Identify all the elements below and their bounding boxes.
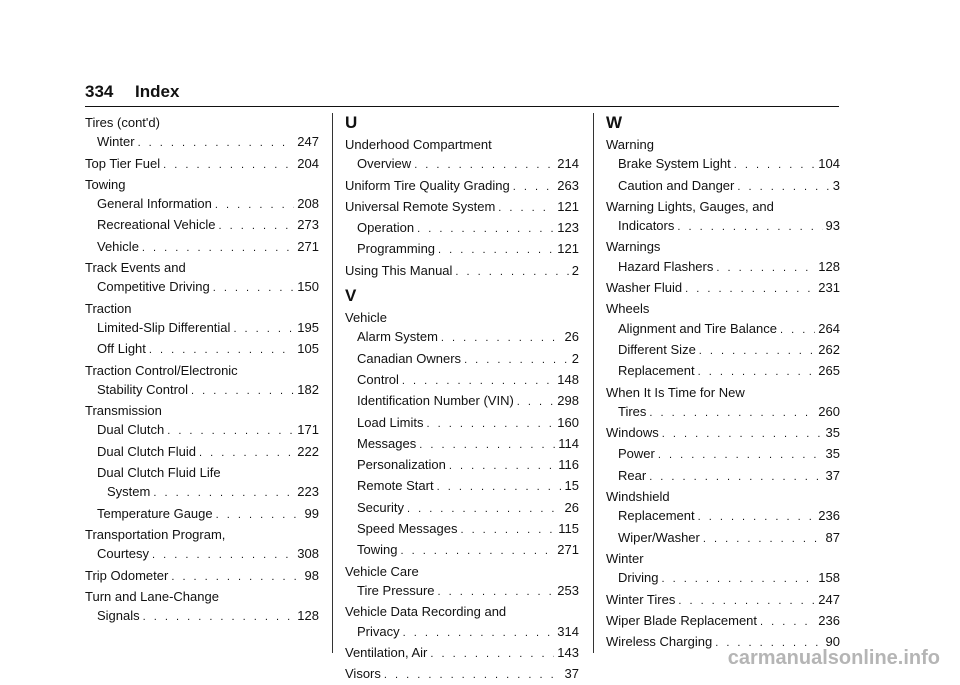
page-reference: 262 xyxy=(818,341,840,357)
entry-label: Using This Manual xyxy=(345,262,453,278)
entry-label: Transportation Program, xyxy=(85,526,226,542)
page-reference: 298 xyxy=(557,393,579,409)
entry-label: Replacement xyxy=(618,363,695,379)
page-reference: 26 xyxy=(564,499,579,515)
dot-leader xyxy=(233,320,294,339)
index-subentry xyxy=(606,257,840,278)
index-entry xyxy=(85,154,319,175)
entry-label: Warning xyxy=(606,137,654,152)
dot-leader xyxy=(517,393,555,412)
index-subentry xyxy=(345,239,579,260)
page-reference: 128 xyxy=(818,258,840,274)
dot-leader xyxy=(153,484,294,503)
dot-leader xyxy=(384,666,562,685)
entry-label: Rear xyxy=(618,467,647,483)
entry-label: Towing xyxy=(357,542,398,558)
entry-label: Transmission xyxy=(85,403,162,419)
page-reference: 116 xyxy=(558,457,579,473)
page-reference: 15 xyxy=(564,478,579,494)
index-subentry xyxy=(345,455,579,476)
dot-leader xyxy=(163,156,294,175)
page-reference: 148 xyxy=(557,371,579,387)
page-reference: 236 xyxy=(818,508,840,524)
entry-label: Trip Odometer xyxy=(85,567,169,583)
dot-leader xyxy=(649,468,822,487)
index-entry xyxy=(606,549,840,568)
entry-label: Power xyxy=(618,446,655,462)
index-subentry xyxy=(606,176,840,197)
page-reference: 260 xyxy=(818,403,840,419)
index-subentry xyxy=(345,218,579,239)
entry-label: Courtesy xyxy=(97,546,150,562)
entry-label: When It Is Time for New xyxy=(606,384,745,400)
entry-label: Signals xyxy=(97,608,140,624)
page-reference: 160 xyxy=(557,414,579,430)
index-entry xyxy=(606,611,840,632)
page-reference: 35 xyxy=(825,425,840,441)
entry-label: Vehicle Care xyxy=(345,563,419,579)
page-reference: 236 xyxy=(818,612,840,628)
index-subentry xyxy=(606,506,840,527)
entry-label: Messages xyxy=(357,435,417,451)
page-reference: 121 xyxy=(557,241,579,257)
dot-leader xyxy=(737,178,829,197)
dot-leader xyxy=(417,220,554,239)
index-entry xyxy=(606,299,840,318)
index-subentry xyxy=(85,132,319,153)
entry-label: Track Events and xyxy=(85,260,186,276)
index-subentry xyxy=(345,391,579,412)
entry-label: General Information xyxy=(97,196,212,212)
entry-label: Stability Control xyxy=(97,381,189,397)
dot-leader xyxy=(403,624,555,643)
dot-leader xyxy=(437,478,562,497)
page-reference: 150 xyxy=(297,279,319,295)
entry-label: Privacy xyxy=(357,623,400,639)
dot-leader xyxy=(698,363,816,382)
page-reference: 123 xyxy=(557,220,579,236)
dot-leader xyxy=(734,156,816,175)
page-reference: 231 xyxy=(818,280,840,296)
index-subentry xyxy=(85,482,319,503)
entry-label: Winter xyxy=(606,550,644,566)
page-reference: 98 xyxy=(304,567,319,583)
dot-leader xyxy=(703,530,823,549)
page-reference: 182 xyxy=(297,381,319,397)
entry-label: Control xyxy=(357,371,399,387)
page-reference: 37 xyxy=(564,666,579,682)
index-entry xyxy=(606,197,840,216)
dot-leader xyxy=(698,508,816,527)
page-reference: 87 xyxy=(825,529,840,545)
entry-label: Limited-Slip Differential xyxy=(97,319,231,335)
entry-label: Universal Remote System xyxy=(345,198,496,214)
entry-label: Tire Pressure xyxy=(357,582,435,598)
entry-label: Speed Messages xyxy=(357,521,458,537)
entry-label: Caution and Danger xyxy=(618,177,735,193)
index-subentry xyxy=(606,402,840,423)
index-subentry xyxy=(345,476,579,497)
index-subentry xyxy=(345,540,579,561)
page-reference: 222 xyxy=(297,443,319,459)
entry-label: Driving xyxy=(618,570,659,586)
index-entry xyxy=(85,566,319,587)
page-reference: 128 xyxy=(297,608,319,624)
dot-leader xyxy=(430,645,554,664)
page-reference: 195 xyxy=(297,319,319,335)
index-subentry xyxy=(85,504,319,525)
entry-label: Ventilation, Air xyxy=(345,644,428,660)
entry-label: Dual Clutch Fluid Life xyxy=(97,465,221,481)
index-subentry xyxy=(345,154,579,175)
entry-label: Warning Lights, Gauges, and xyxy=(606,198,774,214)
dot-leader xyxy=(441,329,562,348)
page-reference: 115 xyxy=(558,521,579,537)
dot-leader xyxy=(407,500,562,519)
entry-label: Overview xyxy=(357,156,412,172)
entry-label: Security xyxy=(357,499,404,515)
index-subentry xyxy=(606,466,840,487)
page-reference: 3 xyxy=(832,177,840,193)
entry-label: Temperature Gauge xyxy=(97,505,213,521)
dot-leader xyxy=(152,546,294,565)
entry-label: Identification Number (VIN) xyxy=(357,393,514,409)
page-reference: 104 xyxy=(818,156,840,172)
dot-leader xyxy=(143,608,295,627)
page-reference: 271 xyxy=(297,238,319,254)
dot-leader xyxy=(400,542,554,561)
index-entry xyxy=(606,590,840,611)
page-reference: 37 xyxy=(825,467,840,483)
index-entry xyxy=(85,525,319,544)
page-reference: 265 xyxy=(818,363,840,379)
index-column-1 xyxy=(85,113,319,627)
index-subentry xyxy=(85,380,319,401)
dot-leader xyxy=(171,568,301,587)
dot-leader xyxy=(167,422,294,441)
entry-label: Programming xyxy=(357,241,436,257)
page-reference: 93 xyxy=(825,218,840,234)
index-entry xyxy=(606,135,840,154)
index-entry xyxy=(345,261,579,282)
index-subentry xyxy=(345,519,579,540)
index-subentry xyxy=(85,606,319,627)
entry-label: Load Limits xyxy=(357,414,424,430)
dot-leader xyxy=(438,241,554,260)
entry-label: Off Light xyxy=(97,341,146,357)
index-column-2 xyxy=(345,113,579,685)
page-reference: 263 xyxy=(557,177,579,193)
dot-leader xyxy=(149,341,294,360)
entry-label: Windows xyxy=(606,425,659,441)
page-header xyxy=(85,82,839,107)
dot-leader xyxy=(685,280,815,299)
index-subentry xyxy=(606,568,840,589)
dot-leader xyxy=(455,263,568,282)
index-entry xyxy=(85,299,319,318)
index-subentry xyxy=(345,622,579,643)
entry-label: Dual Clutch xyxy=(97,422,165,438)
index-subentry xyxy=(345,370,579,391)
dot-leader xyxy=(513,178,555,197)
entry-label: Top Tier Fuel xyxy=(85,155,161,171)
dot-leader xyxy=(449,457,555,476)
section-letter: W xyxy=(606,113,623,132)
index-entry xyxy=(85,587,319,606)
entry-label: Traction xyxy=(85,300,132,316)
page-reference: 247 xyxy=(818,591,840,607)
index-subentry xyxy=(606,444,840,465)
index-entry xyxy=(85,258,319,277)
dot-leader xyxy=(780,321,815,340)
entry-label: Brake System Light xyxy=(618,156,731,172)
dot-leader xyxy=(662,425,823,444)
dot-leader xyxy=(677,218,822,237)
page-reference: 26 xyxy=(564,329,579,345)
entry-label: Tires (cont'd) xyxy=(85,115,160,130)
page-reference: 208 xyxy=(297,196,319,212)
entry-label: System xyxy=(107,484,151,500)
page-reference: 105 xyxy=(297,341,319,357)
page-number: 334 xyxy=(85,82,114,101)
dot-leader xyxy=(199,444,294,463)
index-subentry xyxy=(85,420,319,441)
index-entry xyxy=(85,113,319,132)
entry-label: Visors xyxy=(345,666,381,682)
entry-label: Operation xyxy=(357,220,415,236)
page-reference: 114 xyxy=(558,435,579,451)
index-entry xyxy=(345,135,579,154)
index-subentry xyxy=(85,318,319,339)
page-reference: 204 xyxy=(297,155,319,171)
page-reference: 271 xyxy=(557,542,579,558)
dot-leader xyxy=(213,279,295,298)
entry-label: Hazard Flashers xyxy=(618,258,714,274)
dot-leader xyxy=(661,570,815,589)
dot-leader xyxy=(426,415,554,434)
entry-label: Remote Start xyxy=(357,478,434,494)
entry-label: Traction Control/Electronic xyxy=(85,362,238,378)
entry-label: Indicators xyxy=(618,218,675,234)
page-reference: 121 xyxy=(557,198,579,214)
entry-label: Wireless Charging xyxy=(606,634,713,650)
dot-leader xyxy=(464,351,569,370)
index-entry xyxy=(606,278,840,299)
entry-label: Uniform Tire Quality Grading xyxy=(345,177,510,193)
dot-leader xyxy=(678,592,815,611)
page-reference: 264 xyxy=(818,320,840,336)
page-reference: 2 xyxy=(571,262,579,278)
index-subentry xyxy=(345,413,579,434)
page-reference: 214 xyxy=(557,156,579,172)
index-entry xyxy=(345,643,579,664)
page-reference: 273 xyxy=(297,217,319,233)
index-entry xyxy=(345,197,579,218)
index-subentry xyxy=(85,544,319,565)
index-entry xyxy=(85,175,319,194)
dot-leader xyxy=(215,196,294,215)
index-column-3 xyxy=(606,113,840,653)
entry-label: Competitive Driving xyxy=(97,279,210,295)
dot-leader xyxy=(460,521,555,540)
dot-leader xyxy=(414,156,554,175)
index-subentry xyxy=(85,237,319,258)
index-entry xyxy=(606,487,840,506)
index-subentry xyxy=(85,442,319,463)
page-reference: 247 xyxy=(297,134,319,150)
entry-label: Windshield xyxy=(606,489,670,505)
entry-label: Dual Clutch Fluid xyxy=(97,443,196,459)
index-subentry xyxy=(345,434,579,455)
column-divider xyxy=(593,113,594,653)
dot-leader xyxy=(216,506,302,525)
page-reference: 158 xyxy=(818,570,840,586)
page-reference: 223 xyxy=(297,484,319,500)
entry-label: Wheels xyxy=(606,301,650,317)
entry-label: Towing xyxy=(85,176,126,192)
index-subentry xyxy=(345,581,579,602)
entry-label: Different Size xyxy=(618,341,696,357)
index-entry xyxy=(85,401,319,420)
page-reference: 2 xyxy=(571,350,579,366)
page-reference: 99 xyxy=(304,505,319,521)
index-subentry xyxy=(85,215,319,236)
index-entry xyxy=(345,308,579,327)
entry-label: Canadian Owners xyxy=(357,350,462,366)
index-subentry xyxy=(85,194,319,215)
dot-leader xyxy=(699,342,816,361)
index-subentry xyxy=(345,349,579,370)
dot-leader xyxy=(498,199,554,218)
index-subentry xyxy=(606,340,840,361)
entry-label: Recreational Vehicle xyxy=(97,217,216,233)
entry-label: Vehicle xyxy=(345,310,387,326)
index-entry xyxy=(345,176,579,197)
page-reference: 143 xyxy=(557,644,579,660)
index-subentry xyxy=(85,277,319,298)
dot-leader xyxy=(419,436,555,455)
index-entry xyxy=(606,383,840,402)
page-reference: 35 xyxy=(825,446,840,462)
index-subentry xyxy=(606,319,840,340)
entry-label: Tires xyxy=(618,403,647,419)
section-letter: V xyxy=(345,286,357,306)
dot-leader xyxy=(402,372,554,391)
entry-label: Turn and Lane-Change xyxy=(85,588,219,604)
dot-leader xyxy=(219,217,295,236)
page-reference: 171 xyxy=(297,422,319,438)
index-subentry xyxy=(345,327,579,348)
dot-leader xyxy=(438,583,555,602)
watermark: carmanualsonline.info xyxy=(727,647,940,669)
entry-label: Warnings xyxy=(606,239,661,255)
dot-leader xyxy=(760,613,815,632)
entry-label: Alignment and Tire Balance xyxy=(618,320,777,336)
index-subentry xyxy=(606,154,840,175)
dot-leader xyxy=(191,382,294,401)
entry-label: Personalization xyxy=(357,457,446,473)
entry-label: Washer Fluid xyxy=(606,280,683,296)
entry-label: Winter xyxy=(97,134,135,150)
index-entry xyxy=(606,423,840,444)
entry-label: Replacement xyxy=(618,508,695,524)
page-reference: 314 xyxy=(557,623,579,639)
dot-leader xyxy=(649,404,815,423)
dot-leader xyxy=(658,446,823,465)
index-subentry xyxy=(606,361,840,382)
entry-label: Vehicle Data Recording and xyxy=(345,604,507,620)
index-subentry xyxy=(85,339,319,360)
entry-label: Winter Tires xyxy=(606,591,676,607)
index-entry xyxy=(606,237,840,256)
entry-label: Underhood Compartment xyxy=(345,137,492,152)
index-entry xyxy=(85,361,319,380)
entry-label: Wiper Blade Replacement xyxy=(606,612,758,628)
index-subentry xyxy=(85,463,319,482)
entry-label: Wiper/Washer xyxy=(618,529,700,545)
dot-leader xyxy=(142,239,294,258)
column-divider xyxy=(332,113,333,653)
entry-label: Vehicle xyxy=(97,238,139,254)
page-title: Index xyxy=(135,82,180,101)
index-entry xyxy=(345,664,579,685)
page-reference: 253 xyxy=(557,582,579,598)
index-subentry xyxy=(606,528,840,549)
index-subentry xyxy=(606,216,840,237)
index-entry xyxy=(345,602,579,621)
section-letter: U xyxy=(345,113,358,132)
page-reference: 308 xyxy=(297,546,319,562)
page-reference: 90 xyxy=(825,634,840,650)
entry-label: Alarm System xyxy=(357,329,438,345)
index-entry xyxy=(345,562,579,581)
dot-leader xyxy=(138,134,295,153)
dot-leader xyxy=(716,259,815,278)
index-subentry xyxy=(345,498,579,519)
